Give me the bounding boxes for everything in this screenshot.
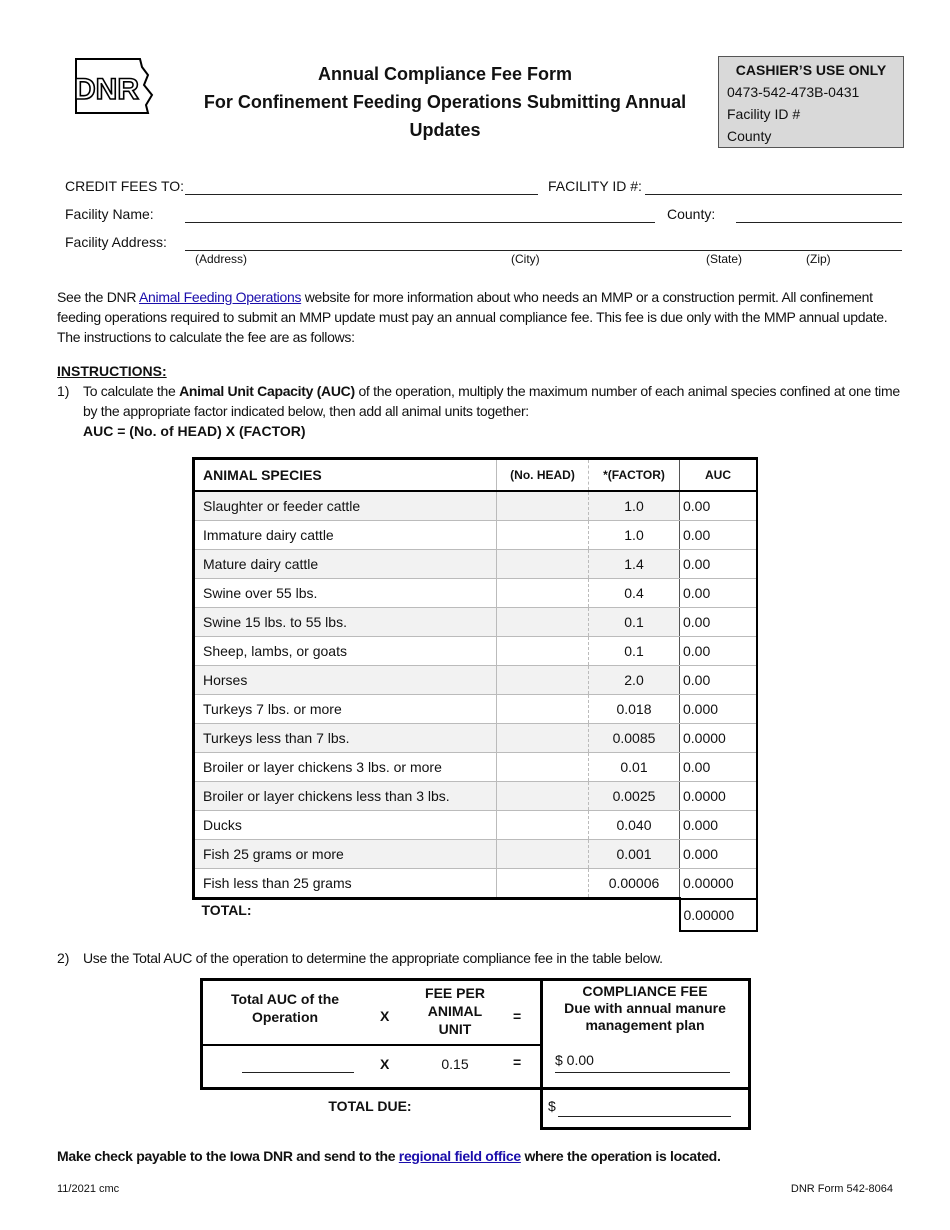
step2-text: Use the Total AUC of the operation to determine the appropriate compliance fee in the table below. xyxy=(83,949,663,966)
facility-address-label: Facility Address: xyxy=(65,234,167,250)
step1-text xyxy=(83,381,907,421)
head-count-input[interactable] xyxy=(497,579,589,608)
fee-table xyxy=(200,978,751,1130)
intro-text-rest: website for more information about who needs an MMP or a construction permit. All confinement feeding operations required to submit an MMP update must pay an annual compliance fee. This fee is due only with the MMP annual update. The instructions to calculate the fee are as follows: xyxy=(57,289,888,345)
auc-cell: 0.000 xyxy=(680,811,758,840)
auc-cell: 0.00 xyxy=(680,608,758,637)
auc-cell: 0.00000 xyxy=(680,869,758,899)
head-count-input[interactable] xyxy=(497,782,589,811)
auc-table xyxy=(192,457,758,932)
head-count-input[interactable] xyxy=(497,666,589,695)
table-row xyxy=(194,608,758,637)
footer-form-number: DNR Form 542-8064 xyxy=(790,1183,893,1195)
step1-b: of the operation, multiply the maximum number of each animal species confined at one time by the appropriate factor indicated below, then add all animal units together: xyxy=(83,383,900,419)
compliance-title: COMPLIANCE FEE xyxy=(582,982,708,999)
step2-number: 2) xyxy=(57,949,70,966)
factor-cell: 0.00006 xyxy=(589,869,680,899)
species-cell: Sheep, lambs, or goats xyxy=(194,637,497,666)
table-row xyxy=(194,491,758,521)
state-caption: (State) xyxy=(706,252,743,266)
credit-fees-label: CREDIT FEES TO: xyxy=(65,178,185,194)
title-line2: For Confinement Feeding Operations Submitting Annual Updates xyxy=(203,92,687,140)
total-due-box xyxy=(540,1087,751,1130)
cashier-facility-id: Facility ID # xyxy=(727,106,801,122)
factor-cell: 0.1 xyxy=(589,637,680,666)
title-line1: Annual Compliance Fee Form xyxy=(317,64,573,84)
cashier-county: County xyxy=(727,128,772,144)
head-count-input[interactable] xyxy=(497,491,589,521)
svg-text:DNR: DNR xyxy=(74,73,139,106)
auc-cell: 0.00 xyxy=(680,550,758,579)
step2 xyxy=(57,948,907,968)
factor-cell: 0.1 xyxy=(589,608,680,637)
species-cell: Slaughter or feeder cattle xyxy=(194,491,497,521)
total-auc-value: 0.00000 xyxy=(680,899,758,931)
total-due-input[interactable] xyxy=(558,1116,731,1117)
table-row xyxy=(194,550,758,579)
row-x: X xyxy=(380,1055,390,1072)
county-input[interactable] xyxy=(736,222,902,223)
auc-cell: 0.00 xyxy=(680,521,758,550)
species-cell: Fish less than 25 grams xyxy=(194,869,497,899)
payable-note xyxy=(57,1146,907,1166)
total-auc-input[interactable] xyxy=(242,1072,354,1073)
cashier-box xyxy=(718,56,904,148)
total-row xyxy=(194,899,758,931)
auc-header-cell: (No. HEAD) xyxy=(497,459,589,492)
step1-a: To calculate the xyxy=(83,383,180,399)
total-due-label: TOTAL DUE: xyxy=(328,1097,412,1114)
facility-id-input[interactable] xyxy=(645,194,902,195)
table-row xyxy=(194,695,758,724)
total-due-dollar: $ xyxy=(548,1097,556,1114)
dnr-logo xyxy=(68,55,158,118)
instructions-heading: INSTRUCTIONS: xyxy=(57,363,167,379)
table-row xyxy=(194,637,758,666)
head-count-input[interactable] xyxy=(497,724,589,753)
species-cell: Swine over 55 lbs. xyxy=(194,579,497,608)
head-count-input[interactable] xyxy=(497,637,589,666)
head-count-input[interactable] xyxy=(497,608,589,637)
intro-paragraph xyxy=(57,287,907,347)
factor-cell: 1.0 xyxy=(589,491,680,521)
facility-name-input[interactable] xyxy=(185,222,655,223)
payable-text: Make check payable to the Iowa DNR and send to the xyxy=(57,1147,399,1164)
factor-cell: 0.018 xyxy=(589,695,680,724)
footer-date: 11/2021 cmc xyxy=(57,1183,120,1195)
zip-caption: (Zip) xyxy=(806,252,831,266)
species-cell: Turkeys 7 lbs. or more xyxy=(194,695,497,724)
fee-divider xyxy=(200,1044,540,1046)
factor-cell: 0.040 xyxy=(589,811,680,840)
species-cell: Mature dairy cattle xyxy=(194,550,497,579)
species-cell: Turkeys less than 7 lbs. xyxy=(194,724,497,753)
cashier-code: 0473-542-473B-0431 xyxy=(727,84,860,100)
auc-cell: 0.0000 xyxy=(680,782,758,811)
cashier-heading: CASHIER’S USE ONLY xyxy=(735,62,887,78)
factor-cell: 1.4 xyxy=(589,550,680,579)
species-cell: Broiler or layer chickens 3 lbs. or more xyxy=(194,753,497,782)
address-caption: (Address) xyxy=(195,252,248,266)
head-count-input[interactable] xyxy=(497,521,589,550)
auc-cell: 0.00 xyxy=(680,579,758,608)
auc-cell: 0.00 xyxy=(680,637,758,666)
auc-cell: 0.00 xyxy=(680,491,758,521)
facility-address-input[interactable] xyxy=(185,250,902,251)
head-count-input[interactable] xyxy=(497,550,589,579)
auc-cell: 0.000 xyxy=(680,840,758,869)
factor-cell: 0.01 xyxy=(589,753,680,782)
header-x: X xyxy=(380,1007,390,1024)
header-fee-per-unit: FEE PER ANIMAL UNIT xyxy=(425,984,485,1037)
facility-name-label: Facility Name: xyxy=(65,206,154,222)
table-row xyxy=(194,666,758,695)
table-row xyxy=(194,782,758,811)
step1 xyxy=(57,381,907,441)
payable-text-rest: where the operation is located. xyxy=(520,1147,721,1164)
county-label: County: xyxy=(667,206,716,222)
city-caption: (City) xyxy=(511,252,540,266)
regional-field-office-link[interactable]: regional field office xyxy=(398,1147,521,1164)
facility-id-label: FACILITY ID #: xyxy=(548,178,642,194)
species-cell: Broiler or layer chickens less than 3 lbs. xyxy=(194,782,497,811)
auc-header-cell: ANIMAL SPECIES xyxy=(194,459,497,492)
intro-text: See the DNR xyxy=(57,289,139,305)
auc-cell: 0.00 xyxy=(680,666,758,695)
factor-cell: 0.0085 xyxy=(589,724,680,753)
table-row xyxy=(194,753,758,782)
auc-cell: 0.0000 xyxy=(680,724,758,753)
species-cell: Ducks xyxy=(194,811,497,840)
table-row xyxy=(194,579,758,608)
total-label: TOTAL: xyxy=(201,902,252,918)
compliance-fee-value[interactable]: $ 0.00 xyxy=(555,1052,730,1073)
auc-cell: 0.00 xyxy=(680,753,758,782)
auc-header-cell: *(FACTOR) xyxy=(589,459,680,492)
factor-cell: 1.0 xyxy=(589,521,680,550)
head-count-input[interactable] xyxy=(497,869,589,899)
header-compliance-fee xyxy=(544,983,746,1034)
species-cell: Immature dairy cattle xyxy=(194,521,497,550)
table-row xyxy=(194,724,758,753)
row-equals: = xyxy=(513,1053,522,1070)
header-total-auc: Total AUC of the Operation xyxy=(230,990,340,1025)
head-count-input[interactable] xyxy=(497,840,589,869)
table-row xyxy=(194,811,758,840)
header-equals: = xyxy=(513,1007,522,1024)
auc-header-cell: AUC xyxy=(680,459,758,492)
form-body xyxy=(57,287,907,1166)
head-count-input[interactable] xyxy=(497,695,589,724)
factor-cell: 0.4 xyxy=(589,579,680,608)
animal-feeding-operations-link[interactable]: Animal Feeding Operations xyxy=(139,289,302,305)
step1-number: 1) xyxy=(57,383,70,399)
species-cell: Horses xyxy=(194,666,497,695)
auc-formula: AUC = (No. of HEAD) X (FACTOR) xyxy=(83,423,306,439)
table-row xyxy=(194,521,758,550)
step1-bold: Animal Unit Capacity (AUC) xyxy=(179,383,355,399)
factor-cell: 0.001 xyxy=(589,840,680,869)
table-row xyxy=(194,869,758,899)
auc-cell: 0.000 xyxy=(680,695,758,724)
compliance-sub: Due with annual manure management plan xyxy=(564,999,726,1033)
credit-fees-input[interactable] xyxy=(185,194,538,195)
species-cell: Swine 15 lbs. to 55 lbs. xyxy=(194,608,497,637)
factor-cell: 2.0 xyxy=(589,666,680,695)
factor-cell: 0.0025 xyxy=(589,782,680,811)
table-row xyxy=(194,840,758,869)
fee-per-unit-value: 0.15 xyxy=(441,1055,469,1072)
head-count-input[interactable] xyxy=(497,753,589,782)
form-title xyxy=(180,60,710,144)
species-cell: Fish 25 grams or more xyxy=(194,840,497,869)
head-count-input[interactable] xyxy=(497,811,589,840)
auc-header-row xyxy=(194,459,758,492)
